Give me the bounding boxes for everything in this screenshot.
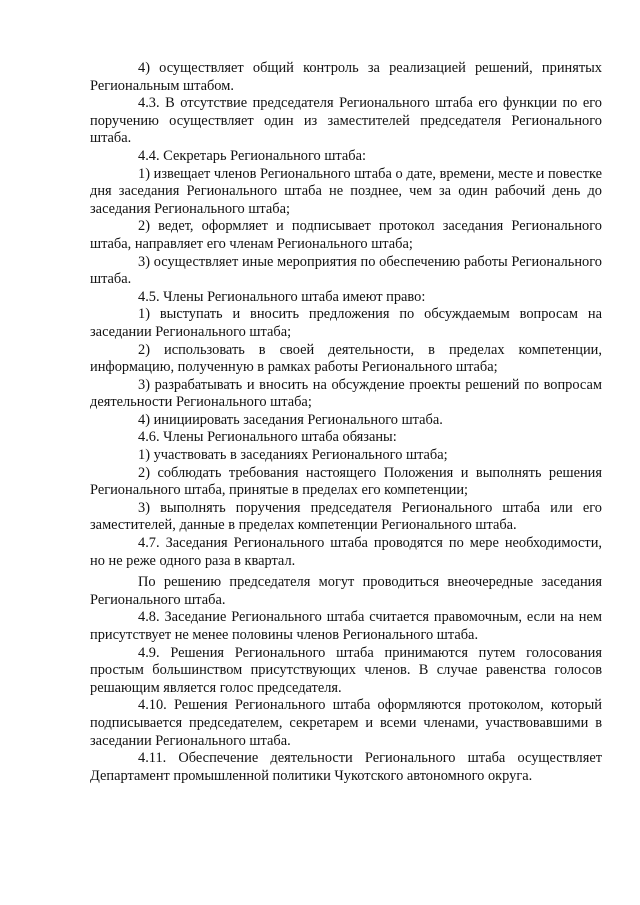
paragraph-4-6-item-1: 1) участвовать в заседаниях Регионального штаба;: [138, 447, 448, 464]
paragraph-4-4-item-2: 2) ведет, оформляет и подписывает протокол заседания Регионального штаба, направляет его членам Регионального штаба;: [90, 218, 602, 252]
paragraph-4-4-item-3: 3) осуществляет иные мероприятия по обеспечению работы Регионального штаба.: [90, 253, 602, 288]
paragraph-4-9: 4.9. Решения Регионального штаба принимаются путем голосования простым большинством присутствующих членов. В случае равенства голосов решающим является голос председателя.: [90, 644, 602, 696]
paragraph-4-5-item-2: 2) использовать в своей деятельности, в пределах компетенции, информацию, полученную в рамках работы Регионального штаба;: [90, 341, 602, 376]
paragraph-4-10: 4.10. Решения Регионального штаба оформляются протоколом, который подписывается председателем, секретарем и всеми членами, участвовавшими в заседании Регионального штаба.: [90, 697, 602, 749]
paragraph-4-4-item-1: 1) извещает членов Регионального штаба о дате, времени, месте и повестке дня заседания Регионального штаба не позднее, чем за один рабочий день до заседания Регионального штаба;: [90, 165, 602, 217]
paragraph-4-5-item-1: 1) выступать и вносить предложения по обсуждаемым вопросам на заседании Регионального штаба;: [90, 306, 602, 340]
paragraph-4-2-item-4: 4) осуществляет общий контроль за реализацией решений, принятых Региональным штабом.: [90, 60, 602, 94]
paragraph-4-6-item-2: 2) соблюдать требования настоящего Положения и выполнять решения Регионального штаба, принятые в пределах его компетенции;: [90, 464, 602, 499]
paragraph-4-5-item-4: 4) инициировать заседания Регионального штаба.: [138, 411, 443, 428]
paragraph-4-8: 4.8. Заседание Регионального штаба считается правомочным, если на нем присутствует не менее половины членов Регионального штаба.: [90, 609, 602, 643]
paragraph-4-5-item-3: 3) разрабатывать и вносить на обсуждение проекты решений по вопросам деятельности Регионального штаба;: [90, 376, 602, 411]
paragraph-4-11: 4.11. Обеспечение деятельности Регионального штаба осуществляет Департамент промышленной политики Чукотского автономного округа.: [90, 750, 602, 784]
paragraph-4-4-heading: 4.4. Секретарь Регионального штаба:: [138, 147, 366, 164]
paragraph-4-6-item-3: 3) выполнять поручения председателя Регионального штаба или его заместителей, данные в пределах компетенции Регионального штаба.: [90, 499, 602, 534]
paragraph-4-7-extraordinary: По решению председателя могут проводиться внеочередные заседания Регионального штаба.: [90, 574, 602, 608]
paragraph-4-6-heading: 4.6. Члены Регионального штаба обязаны:: [138, 429, 397, 446]
paragraph-4-5-heading: 4.5. Члены Регионального штаба имеют право:: [138, 288, 426, 305]
paragraph-4-7: 4.7. Заседания Регионального штаба проводятся по мере необходимости, но не реже одного раза в квартал.: [90, 535, 602, 569]
document-page: [90, 60, 602, 785]
paragraph-4-3: 4.3. В отсутствие председателя Регионального штаба его функции по его поручению осуществляет один из заместителей председателя Регионального штаба.: [90, 95, 602, 147]
